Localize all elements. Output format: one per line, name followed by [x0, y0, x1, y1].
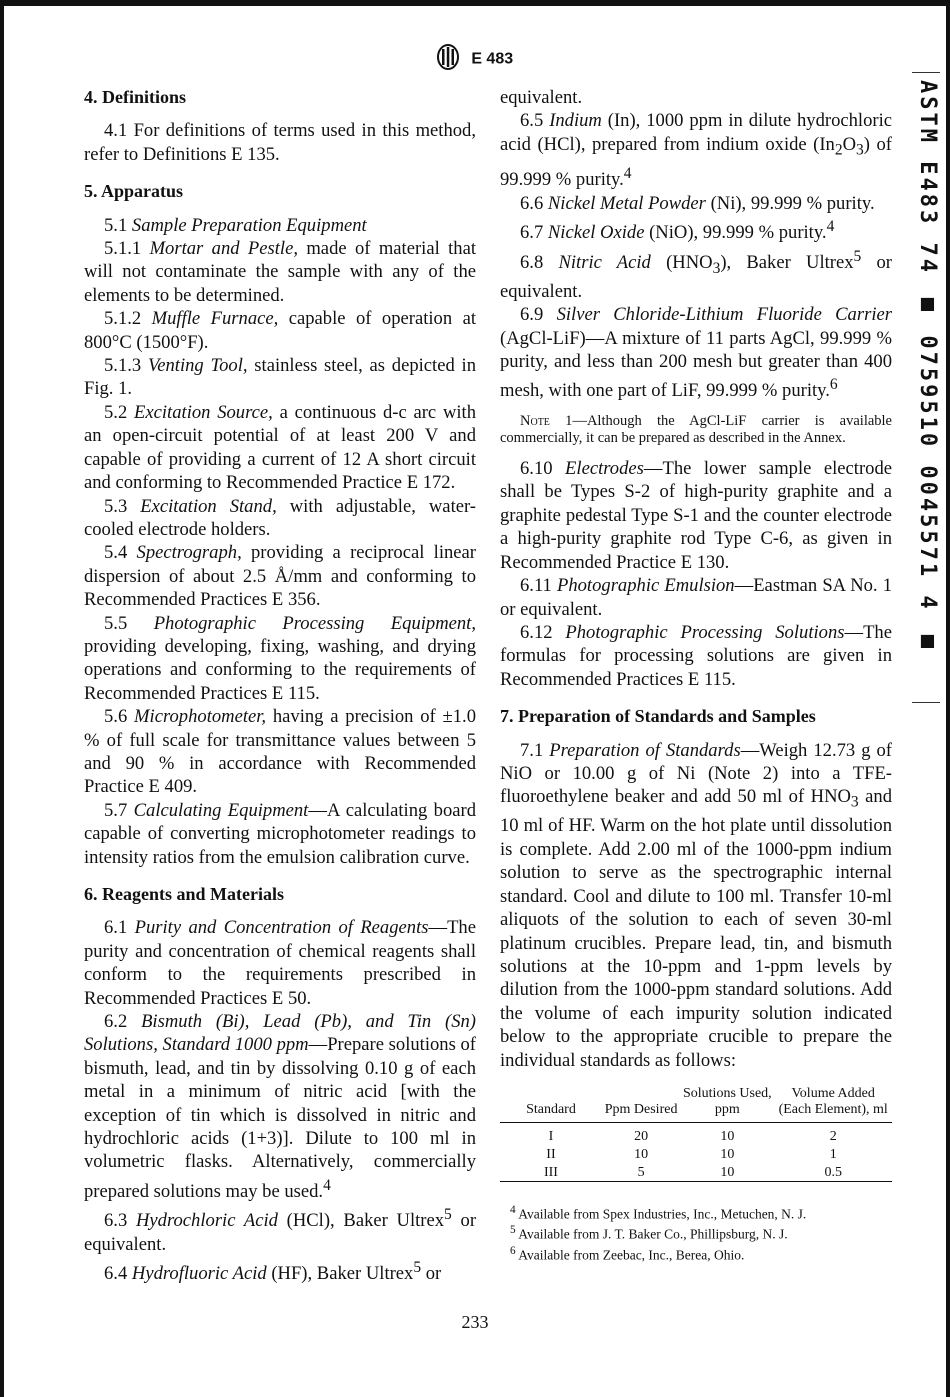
paragraph: 6.7 Nickel Oxide (NiO), 99.999 % purity.$^4$	[520, 217, 835, 244]
paragraph: 4.1 For definitions of terms used in this method, refer to Definitions E 135.	[84, 120, 476, 165]
page-number: 233	[461, 1312, 489, 1332]
paragraph: 6.11 Photographic Emulsion—Eastman SA No. 1 or equivalent.	[500, 575, 892, 620]
paragraph: 6.3 Hydrochloric Acid (HCl), Baker Ultrex$^5$ or equivalent.	[84, 1206, 477, 1256]
table-cell: I	[548, 1128, 554, 1144]
paragraph: 6.6 Nickel Metal Powder (Ni), 99.999 % purity.	[520, 192, 875, 214]
table-cell: 5	[637, 1164, 645, 1180]
paragraph: 6.9 Silver Chloride-Lithium Fluoride Carrier (AgCl-LiF)—A mixture of 11 parts AgCl, 99.999 % purity, and less than 200 mesh but greater than 400 mesh, with one part of LiF, 99.999 % purity.$^6$	[500, 304, 892, 402]
astm-logo-icon	[437, 44, 459, 75]
table-cell: III	[543, 1164, 558, 1180]
footnote: $^5$ Available from J. T. Baker Co., Phillipsburg, N. J.	[510, 1224, 788, 1242]
paragraph: 6.1 Purity and Concentration of Reagents—The purity and concentration of chemical reagents shall conform to the requirements prescribed in Recommended Practices E 50.	[84, 917, 476, 1009]
table-header: Standard	[526, 1101, 576, 1117]
standard-designation: E 483	[471, 50, 514, 68]
section-heading: 7. Preparation of Standards and Samples	[500, 706, 816, 727]
table-row	[500, 1122, 892, 1145]
side-divider	[912, 72, 940, 73]
paragraph: 5.4 Spectrograph, providing a reciprocal linear dispersion of about 2.5 Å/mm and conforming to Recommended Practices E 356.	[84, 542, 476, 611]
table-cell: II	[546, 1146, 556, 1162]
paragraph: 5.1 Sample Preparation Equipment	[104, 214, 367, 236]
table-cell: 2	[829, 1128, 837, 1144]
section-heading: 6. Reagents and Materials	[84, 884, 284, 904]
paragraph: 5.1.1 Mortar and Pestle, made of material that will not contaminate the sample with any of the elements to be determined.	[84, 238, 476, 306]
table-cell: 0.5	[824, 1164, 842, 1180]
paragraph: 5.2 Excitation Source, a continuous d-c arc with an open-circuit potential of at least 200 V and capable of providing a current of 12 A short circuit and conforming to Recommended Practice E 172.	[84, 401, 476, 494]
table-header: Ppm Desired	[604, 1101, 678, 1117]
paragraph: 6.10 Electrodes—The lower sample electrode shall be Types S-2 of high-purity graphite and a graphite pedestal Type S-1 and the counter electrode a high-purity graphite rod Type C-6, as given in Recommended Practice E 130.	[500, 458, 892, 573]
paragraph: 5.5 Photographic Processing Equipment, providing developing, fixing, washing, and drying operations and conforming to the requirements of Recommended Practices E 115.	[84, 612, 476, 704]
table-cell: 20	[634, 1128, 649, 1144]
table-cell: 10	[720, 1146, 735, 1162]
paragraph: 6.12 Photographic Processing Solutions—The formulas for processing solutions are given in Recommended Practices E 115.	[500, 621, 892, 690]
paragraph: 6.2 Bismuth (Bi), Lead (Pb), and Tin (Sn) Solutions, Standard 1000 ppm—Prepare solutions of bismuth, lead, and tin by dissolving 0.10 g of each metal in a minimum of nitric acid [with the exception of tin which is dissolved in nitric and hydrochloric acids (1+3)]. Dilute to 100 ml in volumetric flasks. Alternatively, commercially prepared solutions may be used.$^4$	[84, 1011, 476, 1203]
table-row	[500, 1145, 892, 1163]
table-cell: 1	[829, 1146, 837, 1162]
right-column	[500, 86, 892, 1263]
side-divider	[912, 702, 940, 703]
left-column	[84, 86, 476, 1286]
table-header: Solutions Used, ppm	[682, 1085, 772, 1117]
table-header: Volume Added (Each Element), ml	[778, 1085, 888, 1117]
paragraph: 5.3 Excitation Stand, with adjustable, water-cooled electrode holders.	[84, 495, 476, 540]
note: Note 1—Although the AgCl-LiF carrier is available commercially, it can be prepared as described in the Annex.	[500, 413, 892, 447]
paragraph: 5.1.2 Muffle Furnace, capable of operation at 800°C (1500°F).	[84, 308, 476, 353]
table-cell: 10	[720, 1164, 735, 1180]
paragraph: 7.1 Preparation of Standards—Weigh 12.73 g of NiO or 10.00 g of Ni (Note 2) into a TFE-fluoroethylene beaker and add 50 ml of $HNO_3$ and 10 ml of HF. Warm on the hot plate until dissolution is complete. Add 2.00 ml of the 1000-ppm indium solution to serve as the spectrographic internal standard. Cool and dilute to 100 ml. Transfer 10-ml aliquots of the solution to each of seven 30-ml platinum crucibles. Prepare lead, tin, and bismuth solutions at the 10-ppm and 1-ppm levels by dilution from the 1000-ppm standard solutions. Add the volume of each impurity solution indicated below to the appropriate crucible to prepare the individual standards as follows:	[500, 739, 892, 1071]
paragraph: 5.1.3 Venting Tool, stainless steel, as depicted in Fig. 1.	[84, 355, 476, 400]
page-header	[0, 44, 950, 75]
section-heading: 4. Definitions	[84, 87, 187, 107]
footnote: $^6$ Available from Zeebac, Inc., Berea, Ohio.	[510, 1244, 745, 1263]
paragraph: 6.8 Nitric Acid $(HNO_3)$, Baker Ultrex$^5$ or equivalent.	[500, 247, 892, 302]
paragraph: 6.4 Hydrofluoric Acid (HF), Baker Ultrex$^5$ or	[104, 1259, 442, 1285]
footnotes	[500, 1202, 892, 1264]
footnote: $^4$ Available from Spex Industries, Inc., Metuchen, N. J.	[510, 1203, 807, 1222]
paragraph: 6.5 Indium (In), 1000 ppm in dilute hydrochloric acid (HCl), prepared from indium oxide $(In_2O_3)$ of 99.999 % purity.$^4$	[500, 110, 893, 191]
paragraph: 5.6 Microphotometer, having a precision of ±1.0 % of full scale for transmittance values between 5 and 90 % in accordance with Recommended Practice E 409.	[84, 706, 476, 798]
section-heading: 5. Apparatus	[84, 181, 184, 202]
paragraph: 5.7 Calculating Equipment—A calculating board capable of converting microphotometer readings to intensity ratios from the emulsion calibration curve.	[84, 799, 476, 868]
table-cell: 10	[634, 1146, 649, 1162]
paragraph: equivalent.	[500, 87, 583, 108]
table-cell: 10	[720, 1128, 735, 1144]
side-document-code: ASTM E483 74 ■ 0759510 0045571 4 ■	[915, 80, 940, 656]
standards-table	[500, 1086, 892, 1186]
table-row	[500, 1163, 892, 1182]
